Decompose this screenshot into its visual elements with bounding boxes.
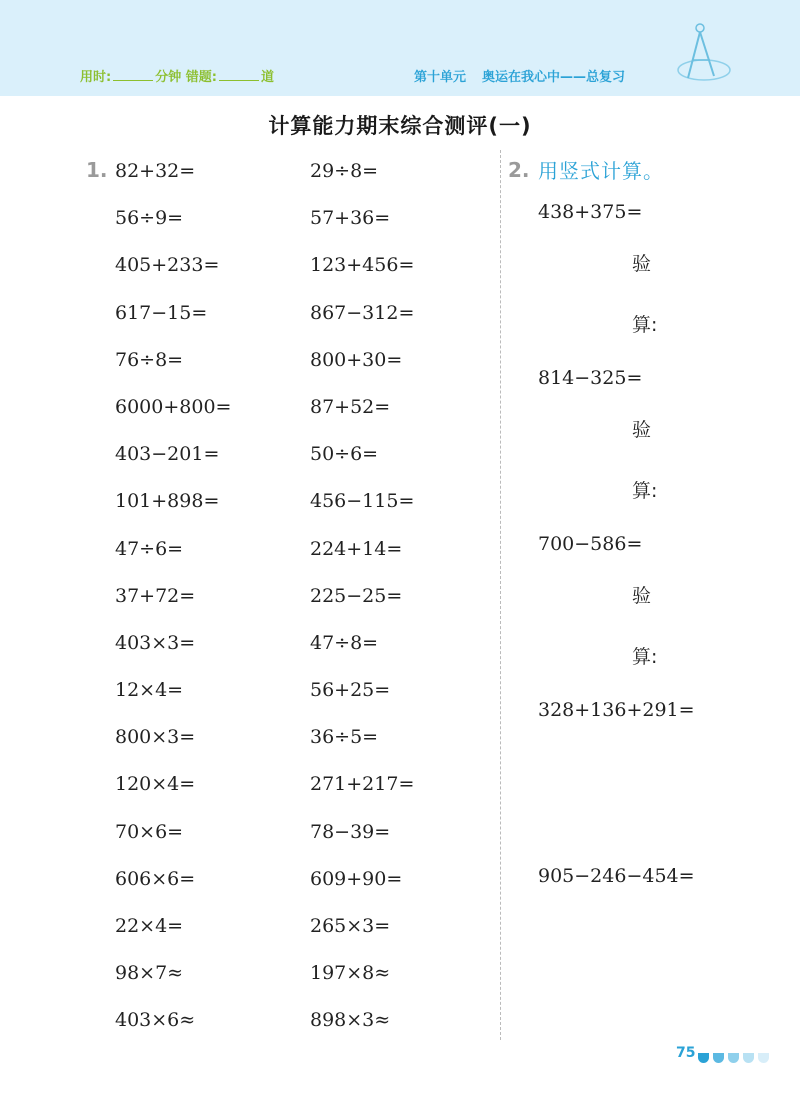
problem: 405+233= bbox=[115, 254, 220, 277]
page-decoration bbox=[698, 1048, 773, 1067]
check-label-top: 验 bbox=[632, 253, 652, 275]
unit-label: 第十单元 bbox=[414, 70, 467, 85]
time-record bbox=[80, 66, 274, 85]
problem: 12×4= bbox=[115, 679, 184, 702]
check-label-bottom: 算: bbox=[632, 314, 658, 336]
problem: 29÷8= bbox=[310, 160, 379, 182]
problem: 98×7≈ bbox=[115, 962, 184, 985]
problem: 47÷8= bbox=[310, 631, 379, 654]
column-divider bbox=[500, 150, 501, 1040]
check-label-bottom: 算: bbox=[632, 646, 658, 668]
problem: 56+25= bbox=[310, 679, 391, 702]
time-blank[interactable] bbox=[113, 69, 153, 81]
vertical-problem-2: 814−325= bbox=[538, 367, 643, 389]
vertical-problem-5: 905−246−454= bbox=[538, 865, 695, 887]
problem: 898×3≈ bbox=[310, 1009, 391, 1032]
section2-instruction: 用竖式计算。 bbox=[538, 159, 664, 183]
section1-column-left bbox=[115, 155, 231, 1052]
errors-blank[interactable] bbox=[219, 69, 259, 81]
section1-column-right bbox=[310, 155, 414, 1052]
check-label-top: 验 bbox=[632, 419, 652, 441]
problem: 197×8≈ bbox=[310, 962, 391, 985]
problem: 606×6= bbox=[115, 867, 196, 890]
problem: 224+14= bbox=[310, 537, 403, 560]
problem: 50÷6= bbox=[310, 443, 379, 466]
problem: 800+30= bbox=[310, 348, 403, 371]
problem: 47÷6= bbox=[115, 537, 184, 560]
vertical-problem-3: 700−586= bbox=[538, 533, 643, 555]
errors-unit: 道 bbox=[260, 70, 274, 85]
problem: 403×6≈ bbox=[115, 1009, 196, 1032]
problem: 82+32= bbox=[115, 160, 196, 182]
page-title: 计算能力期末综合测评(一) bbox=[268, 114, 532, 138]
section2-number: 2. bbox=[508, 158, 530, 182]
problem: 800×3= bbox=[115, 726, 196, 749]
problem: 37+72= bbox=[115, 584, 196, 607]
decoration-dot bbox=[728, 1053, 739, 1063]
problem: 123+456= bbox=[310, 254, 415, 277]
decoration-dot bbox=[743, 1053, 754, 1063]
problem: 271+217= bbox=[310, 773, 415, 796]
problem: 70×6= bbox=[115, 820, 184, 843]
vertical-problem-1: 438+375= bbox=[538, 201, 643, 223]
compass-icon bbox=[664, 18, 736, 90]
decoration-dot bbox=[698, 1053, 709, 1063]
decoration-dot bbox=[758, 1053, 769, 1063]
problem: 120×4= bbox=[115, 773, 196, 796]
problem: 87+52= bbox=[310, 395, 391, 418]
problem: 225−25= bbox=[310, 584, 403, 607]
unit-heading bbox=[414, 66, 625, 85]
problem: 867−312= bbox=[310, 301, 415, 324]
check-label-bottom: 算: bbox=[632, 480, 658, 502]
problem: 36÷5= bbox=[310, 726, 379, 749]
problem: 6000+800= bbox=[115, 395, 232, 418]
check-label-top: 验 bbox=[632, 585, 652, 607]
problem: 609+90= bbox=[310, 867, 403, 890]
errors-label: 错题: bbox=[185, 70, 217, 85]
problem: 57+36= bbox=[310, 207, 391, 230]
vertical-problem-4: 328+136+291= bbox=[538, 699, 695, 721]
problem: 56÷9= bbox=[115, 207, 184, 230]
problem: 617−15= bbox=[115, 301, 208, 324]
problem: 403×3= bbox=[115, 631, 196, 654]
decoration-dot bbox=[713, 1053, 724, 1063]
problem: 265×3= bbox=[310, 915, 391, 937]
problem: 456−115= bbox=[310, 490, 415, 513]
problem: 403−201= bbox=[115, 443, 220, 466]
section1-number: 1. bbox=[86, 158, 108, 182]
page-number: 75 bbox=[676, 1045, 696, 1061]
problem: 22×4= bbox=[115, 915, 184, 937]
problem: 101+898= bbox=[115, 490, 220, 513]
problem: 78−39= bbox=[310, 820, 391, 843]
time-label: 用时: bbox=[80, 70, 112, 85]
time-unit: 分钟 bbox=[155, 70, 182, 85]
problem: 76÷8= bbox=[115, 348, 184, 371]
unit-title: 奥运在我心中——总复习 bbox=[482, 70, 626, 85]
